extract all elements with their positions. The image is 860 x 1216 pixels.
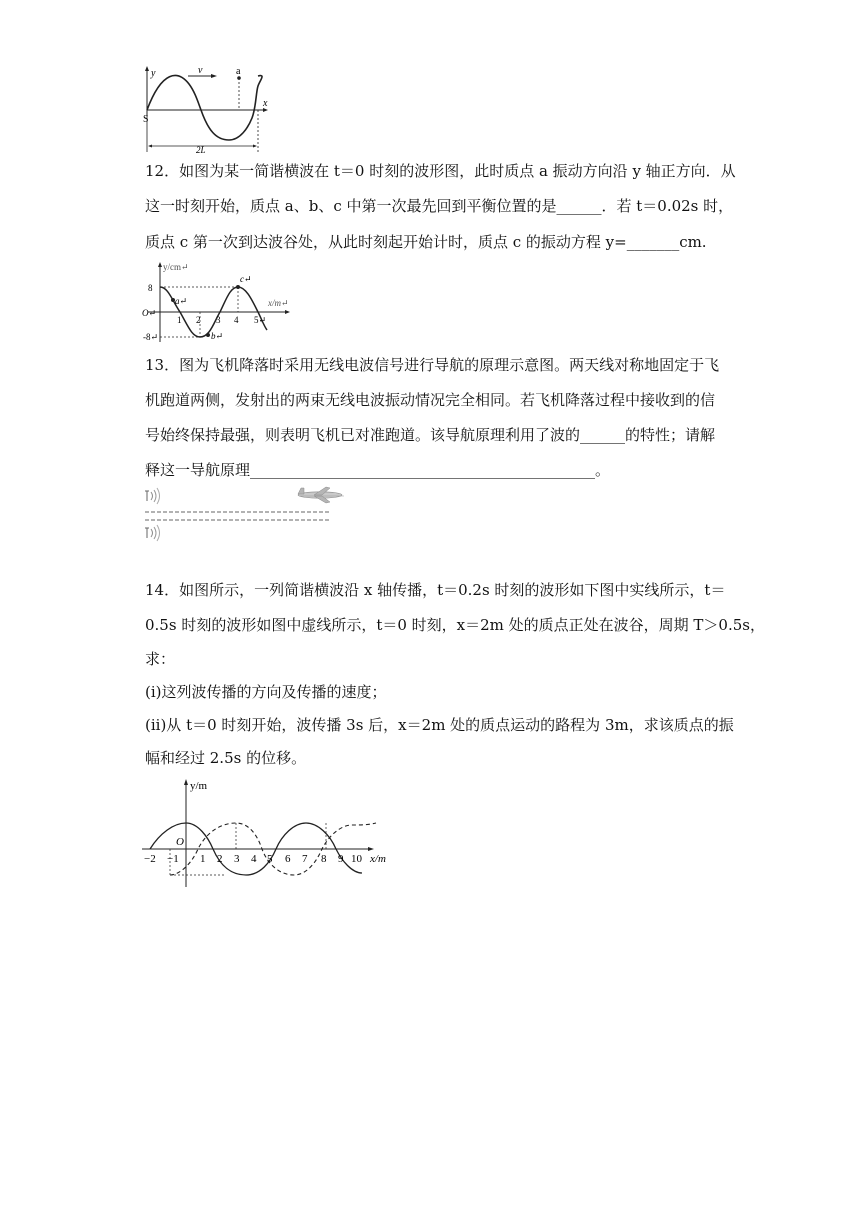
x-tick-3: 3 [234,853,240,865]
q12-wave-figure [140,260,295,345]
point-a-label: a [236,66,241,77]
y-axis-arrow-icon [145,66,149,71]
wave-curve-right [201,78,243,135]
x-tick-2: 2 [217,853,223,865]
dim-right-arrow-icon [253,145,257,148]
q13-line-1: 13．图为飞机降落时采用无线电波信号进行导航的原理示意图。两天线对称地固定于飞 [145,356,720,374]
y-axis-label: y/cm↵ [163,262,189,272]
wave-curve [147,76,262,140]
x-tick-8: 8 [321,853,327,865]
y-axis-arrow-icon [158,262,162,267]
y-axis-label: y [151,68,156,79]
airplane-icon [298,487,344,503]
point-b [206,333,210,337]
y-tick-8: 8 [148,283,153,293]
x-axis-arrow-icon [285,310,290,314]
top-wave-figure [140,62,280,154]
y-tick-neg8: -8↵ [143,332,159,342]
x-tick-neg2: −2 [144,853,156,865]
x-tick-4: 4 [234,315,239,325]
q13-line-3: 号始终保持最强，则表明飞机已对准跑道。该导航原理利用了波的______的特性；请解 [145,426,716,444]
q13-line-2: 机跑道两侧，发射出的两束无线电波振动情况完全相同。若飞机降落过程中接收到的信 [145,391,716,409]
q12-line-3: 质点 c 第一次到达波谷处，从此时刻起开始计时，质点 c 的振动方程 y=_______cm. [145,233,707,251]
q12-line-1: 12．如图为某一简谐横波在 t＝0 时刻的波形图，此时质点 a 振动方向沿 y 轴正方向．从 [145,162,736,180]
x-axis-label: x [263,98,268,109]
q13-runway-figure [140,484,355,548]
source-label: S [143,114,149,125]
dim-left-arrow-icon [148,145,152,148]
q14-line-6: 幅和经过 2.5s 的位移。 [145,749,307,767]
point-a-label: a↵ [175,296,188,306]
origin-label: O [176,836,184,848]
q14-line-2: 0.5s 时刻的波形如图中虚线所示，t＝0 时刻，x＝2m 处的质点正处在波谷，周期 T＞0.5s， [145,616,765,634]
bottom-antenna-icon [145,525,160,541]
point-c [236,285,240,289]
x-axis-label: x/m↵ [268,298,289,308]
point-b-label: b↵ [211,331,224,341]
x-tick-9: 9 [338,853,344,865]
x-tick-1: 1 [177,315,182,325]
x-tick-1: 1 [200,853,206,865]
point-c-label: c↵ [240,274,252,284]
x-tick-5: 5↵ [254,315,267,325]
y-axis-label: y/m [190,780,208,792]
q14-line-3: 求： [145,650,176,668]
dim-label: 2L [196,145,206,154]
x-tick-4: 4 [251,853,257,865]
x-axis-arrow-icon [368,847,374,851]
q14-wave-figure [140,775,395,890]
y-axis-arrow-icon [184,779,188,785]
x-tick-7: 7 [302,853,308,865]
q14-line-1: 14．如图所示，一列简谐横波沿 x 轴传播，t＝0.2s 时刻的波形如下图中实线所示，t＝ [145,581,726,599]
top-antenna-icon [145,488,160,504]
q14-line-5: (ii)从 t＝0 时刻开始，波传播 3s 后，x＝2m 处的质点运动的路程为 3m，求该质点的振 [145,716,734,734]
x-axis-label: x/m [370,853,386,865]
q12-line-2: 这一时刻开始，质点 a、b、c 中第一次最先回到平衡位置的是______．若 t＝0.02s 时， [145,197,734,215]
x-tick-neg1: −1 [167,853,179,865]
q13-line-4: 释这一导航原理______________________________________________。 [145,461,611,479]
q14-line-4: (i)这列波传播的方向及传播的速度； [145,683,387,701]
x-tick-3: 3 [216,315,221,325]
velocity-arrow-head-icon [211,74,217,78]
velocity-label: v [198,65,203,76]
x-tick-5: 5 [267,853,273,865]
origin-label: O↵ [142,308,157,318]
x-tick-10: 10 [351,853,362,865]
x-tick-6: 6 [285,853,291,865]
x-tick-2: 2 [196,315,201,325]
